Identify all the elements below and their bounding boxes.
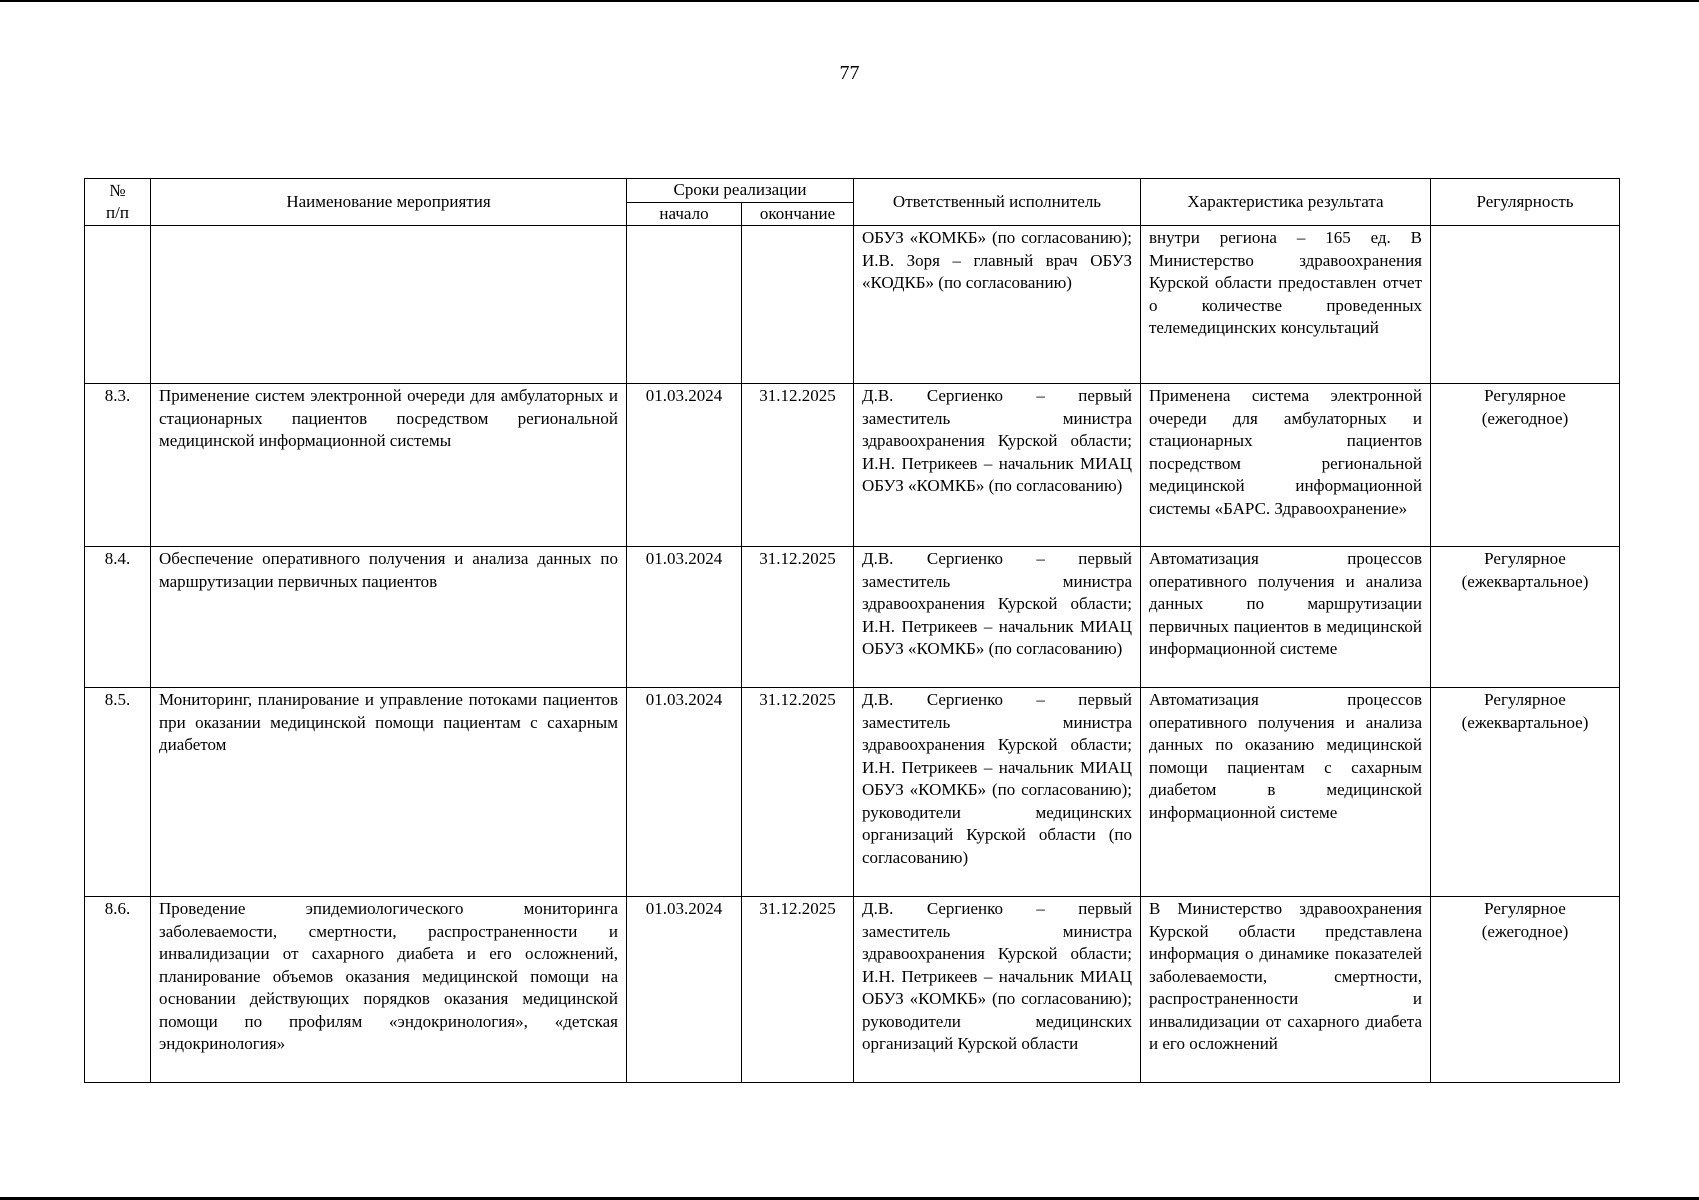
- row-name: Мониторинг, планирование и управление потоками пациентов при оказании медицинской помощи пациентам с сахарным диабетом: [151, 688, 627, 897]
- row-num: [85, 226, 151, 384]
- plan-table: [84, 178, 1620, 1083]
- header-start: начало: [627, 202, 742, 226]
- row-num: 8.4.: [85, 547, 151, 688]
- row-regularity: Регулярное (ежеквартальное): [1431, 688, 1620, 897]
- row-start: 01.03.2024: [627, 897, 742, 1083]
- row-num: 8.3.: [85, 384, 151, 547]
- row-start: 01.03.2024: [627, 547, 742, 688]
- row-name: Проведение эпидемиологического мониторинга заболеваемости, смертности, распространенности и инвалидизации от сахарного диабета и его осложнений, планирование объемов оказания медицинской помощи на основании действующих порядков оказания медицинской помощи по профилям «эндокринология», «детская эндокринология»: [151, 897, 627, 1083]
- header-result: Характеристика результата: [1141, 179, 1431, 226]
- row-regularity: Регулярное (ежеквартальное): [1431, 547, 1620, 688]
- table-row: [85, 547, 1620, 688]
- header-name: Наименование мероприятия: [151, 179, 627, 226]
- row-start: 01.03.2024: [627, 384, 742, 547]
- header-row: [85, 179, 1620, 203]
- row-executor: Д.В. Сергиенко – первый заместитель министра здравоохранения Курской области; И.Н. Петрикеев – начальник МИАЦ ОБУЗ «КОМКБ» (по согласованию): [854, 384, 1141, 547]
- table-row: [85, 226, 1620, 384]
- row-result: Применена система электронной очереди для амбулаторных и стационарных пациентов посредством региональной медицинской информационной системы «БАРС. Здравоохранение»: [1141, 384, 1431, 547]
- row-end: 31.12.2025: [742, 688, 854, 897]
- row-regularity: Регулярное (ежегодное): [1431, 897, 1620, 1083]
- row-name: Применение систем электронной очереди для амбулаторных и стационарных пациентов посредством региональной медицинской информационной системы: [151, 384, 627, 547]
- row-name: Обеспечение оперативного получения и анализа данных по маршрутизации первичных пациентов: [151, 547, 627, 688]
- table-row: [85, 897, 1620, 1083]
- row-executor: Д.В. Сергиенко – первый заместитель министра здравоохранения Курской области; И.Н. Петрикеев – начальник МИАЦ ОБУЗ «КОМКБ» (по согласованию); руководители медицинских организаций Курской области (по согласованию): [854, 688, 1141, 897]
- header-regularity: Регулярность: [1431, 179, 1620, 226]
- header-executor: Ответственный исполнитель: [854, 179, 1141, 226]
- row-regularity: Регулярное (ежегодное): [1431, 384, 1620, 547]
- row-result: Автоматизация процессов оперативного получения и анализа данных по маршрутизации первичных пациентов в медицинской информационной системе: [1141, 547, 1431, 688]
- row-start: 01.03.2024: [627, 688, 742, 897]
- table-row: [85, 688, 1620, 897]
- header-period: Сроки реализации: [627, 179, 854, 203]
- row-executor: Д.В. Сергиенко – первый заместитель министра здравоохранения Курской области; И.Н. Петрикеев – начальник МИАЦ ОБУЗ «КОМКБ» (по согласованию): [854, 547, 1141, 688]
- row-num: 8.6.: [85, 897, 151, 1083]
- row-end: [742, 226, 854, 384]
- row-end: 31.12.2025: [742, 897, 854, 1083]
- row-result: В Министерство здравоохранения Курской области представлена информация о динамике показателей заболеваемости, смертности, распространенности и инвалидизации от сахарного диабета и его осложнений: [1141, 897, 1431, 1083]
- row-regularity: [1431, 226, 1620, 384]
- header-num: № п/п: [85, 179, 151, 226]
- row-name: [151, 226, 627, 384]
- row-end: 31.12.2025: [742, 547, 854, 688]
- row-result: Автоматизация процессов оперативного получения и анализа данных по оказанию медицинской помощи пациентам с сахарным диабетом в медицинской информационной системе: [1141, 688, 1431, 897]
- row-num: 8.5.: [85, 688, 151, 897]
- page-number: 77: [839, 62, 860, 84]
- row-executor: ОБУЗ «КОМКБ» (по согласованию); И.В. Зоря – главный врач ОБУЗ «КОДКБ» (по согласованию): [854, 226, 1141, 384]
- row-executor: Д.В. Сергиенко – первый заместитель министра здравоохранения Курской области; И.Н. Петрикеев – начальник МИАЦ ОБУЗ «КОМКБ» (по согласованию); руководители медицинских организаций Курской области: [854, 897, 1141, 1083]
- page-top-border: [0, 0, 1699, 2]
- table-row: [85, 384, 1620, 547]
- header-end: окончание: [742, 202, 854, 226]
- row-end: 31.12.2025: [742, 384, 854, 547]
- row-result: внутри региона – 165 ед. В Министерство здравоохранения Курской области предоставлен отчет о количестве проведенных телемедицинских консультаций: [1141, 226, 1431, 384]
- row-start: [627, 226, 742, 384]
